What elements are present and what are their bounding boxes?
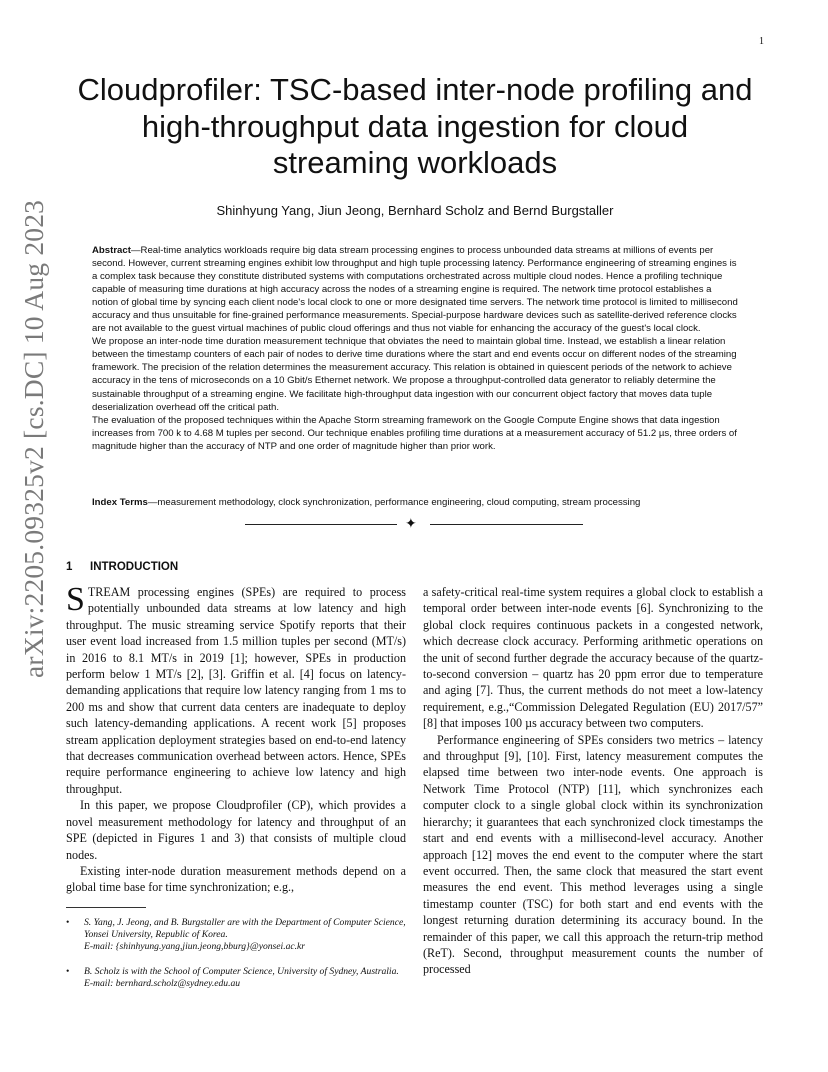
section-divider-left: [245, 524, 397, 525]
section-title: INTRODUCTION: [90, 561, 179, 573]
footnotes: [66, 917, 410, 1002]
bullet-icon: •: [66, 917, 70, 928]
intro-paragraph-2: In this paper, we propose Cloudprofiler (CP), which provides a novel measurement methodology for latency and throughput of an SPE (depicted in Figures 1 and 3) that consists of multiple cloud nodes.: [66, 798, 406, 862]
section-number: 1: [66, 561, 73, 573]
abstract-paragraph-1: [92, 244, 740, 335]
abstract: [92, 244, 740, 453]
right-paragraph-1: a safety-critical real-time system requires a global clock to establish a temporal order between inter-node events [6]. Synchronizing to the global clock requires continuous packets in a congested network, which decrease clock accuracy. Performing arithmetic operations on the unit of second further degrade the accuracy because of the quartz-to-second conversion – quartz has 20 ppm error due to temperature and aging [7]. Thus, the current methods do not meet a low-latency requirement, e.g.,“Commission Delegated Regulation (EU) 2017/57” [8] that imposes 100 µs accuracy between two computers.: [423, 585, 763, 731]
section-divider-right: [430, 524, 583, 525]
index-terms-label: Index Terms: [92, 497, 148, 508]
abstract-text-1: —Real-time analytics workloads require big data stream processing engines to process unbounded data streams at millions of events per second. However, current streaming engines exhibit low throughput and high tuple processing latency. Performance engineering of streaming engines is a complex task because they constitute distributed systems with computations orchestrated across multiple cloud nodes. Hence a profiling technique capable of measuring time durations at high accuracy across the nodes of a streaming engine is required. The network time protocol establishes a notion of global time by syncing each client node's local clock to one or more designated time servers. The network time protocol is limited to millisecond accuracy and thus unsuitable for fine-grained performance measurements. Special-purpose hardware devices such as satellite-derived reference clocks are not available to the guest virtual machines of public cloud offerings and thus not viable for enhancing the accuracy of the guest's local clock.: [92, 245, 738, 335]
intro-paragraph-1: [66, 584, 406, 797]
author-list: Shinhyung Yang, Jiun Jeong, Bernhard Scholz and Bernd Burgstaller: [216, 203, 614, 218]
intro-paragraph-1-text: processing engines (SPEs) are required to process potentially unbounded data streams at low latency and high throughput. The music streaming service Spotify reports that their user event load increased from 1.5 million tuples per second (MT/s) in 2016 to 8.1 MT/s in 2019 [1]; however, SPEs in production perform below 1 MT/s [2], [3]. Griffin et al. [4] focus on latency-demanding applications that require low latency ranging from 1 ms to 200 ms and show that current data centers are inadequate to deploy such latency-demanding applications. A recent work [5] proposes stream application deployment strategies based on end-to-end latency that decreases communication overhead between actors. Hence, SPEs require performance engineering to achieve low latency and high throughput.: [66, 585, 406, 796]
right-column: [423, 584, 763, 978]
right-paragraph-2: Performance engineering of SPEs considers two metrics – latency and throughput [9], [10]. First, latency measurement computes the elapsed time between two inter-node events. One approach is Network Time Protocol (NTP) [11], which synchronizes each computer clock to a single global clock within its synchronization hierarchy; it guarantees that each synchronized clock timestamps the start and end events with a millisecond-level accuracy. Another approach [12] moves the end event to the computer where the start event occurred. Then, the same clock that measured the start event measures the end event. This method leverages using a single timestamp counter (TSC) for both start and end events with the longest returning duration determining its accuracy bound. In the remainder of this paper, we call this approach the return-trip method (ReT). Second, throughput measurement counts the number of processed: [423, 732, 763, 977]
divider-star-icon: ✦: [405, 516, 417, 532]
arxiv-identifier: arXiv:2205.09325v2 [cs.DC] 10 Aug 2023: [18, 199, 49, 678]
footnote-text: S. Yang, J. Jeong, and B. Burgstaller are with the Department of Computer Science, Yonsei University, Republic of Korea.: [84, 917, 406, 941]
footnote-rule: [66, 907, 146, 908]
drop-cap-continuation: TREAM: [87, 585, 131, 599]
footnote-affiliation-sydney: [66, 966, 410, 990]
paper-title: Cloudprofiler: TSC-based inter-node profiling and high-throughput data ingestion for cloud streaming workloads: [77, 72, 753, 180]
abstract-paragraph-3: The evaluation of the proposed techniques within the Apache Storm streaming framework on the Google Compute Engine shows that data ingestion increases from 700 k to 4.68 M tuples per second. Our technique enables profiling time durations at a measurement accuracy of 51.2 µs, three orders of magnitude higher than the accuracy of NTP and one order of magnitude higher than prior work.: [92, 414, 737, 452]
page-number: 1: [759, 36, 764, 47]
footnote-affiliation-yonsei: [66, 917, 410, 954]
left-column: [66, 584, 406, 904]
index-terms: [92, 497, 740, 508]
footnote-text: B. Scholz is with the School of Computer Science, University of Sydney, Australia.: [84, 965, 399, 977]
index-terms-text: —measurement methodology, clock synchronization, performance engineering, cloud computing, stream processing: [147, 497, 641, 508]
drop-cap: S: [66, 584, 85, 618]
section-heading-introduction: [66, 561, 178, 573]
abstract-label: Abstract: [92, 245, 131, 256]
footnote-email: E-mail: bernhard.scholz@sydney.edu.au: [84, 977, 241, 989]
abstract-paragraph-2: We propose an inter-node time duration measurement technique that obviates the need to maintain global time. Instead, we establish a linear relation between the timestamp counters of each pair of nodes to derive time durations where the start and end events occur on different nodes of the streaming framework. The precision of the relation determines the measurement accuracy. This relation is obtained in quiescent periods of the network to achieve accuracy in the tens of microseconds on a 10 Gbit/s Ethernet network. We propose a throughput-controlled data generator to reliably determine the sustainable throughput of a streaming engine. We facilitate high-throughput data ingestion with our concurrent object factory that moves data tuple deserialization overhead off the critical path.: [92, 336, 737, 413]
intro-paragraph-3: Existing inter-node duration measurement methods depend on a global time base for time synchronization; e.g.,: [66, 863, 406, 895]
bullet-icon: •: [66, 965, 70, 977]
footnote-email: E-mail: {shinhyung.yang,jiun.jeong,bburg}@yonsei.ac.kr: [84, 941, 306, 953]
